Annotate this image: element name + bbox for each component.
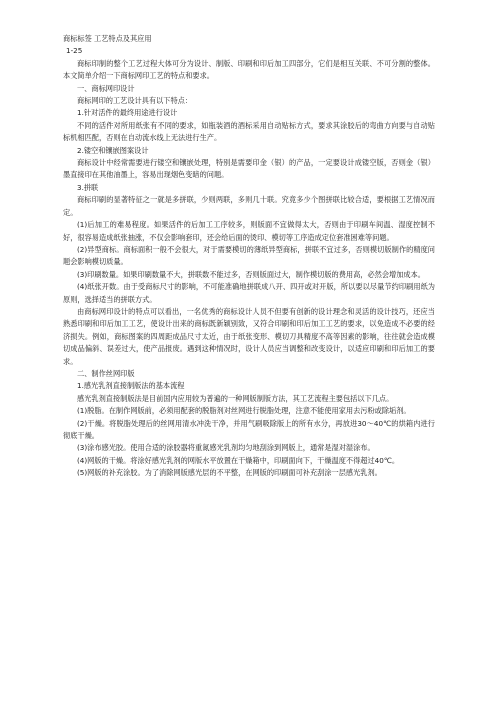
section-heading-platemaking: 二、制作丝网印版 <box>77 368 135 378</box>
paragraph: 由商标网印设计的特点可以看出，一名优秀的商标设计人员不但要有创新的设计理念和灵活的设计技巧，还应当熟悉印刷和印后加工工艺，使设计出来的商标既新颖别致，又符合印刷和印后加工工艺的要求，以免造成不必要的经济损失。例如，商标图案的四周距成品尺寸太近，由于纸张变形、模切刀具精度不高等因素的影响，往往就会造成模切成品偏斜、误差过大，使产品报废。遇到这种情况时，设计人员应当调整和改变设计，以适应印刷和印后加工的要求。 <box>63 306 435 366</box>
subheading: 1.针对活件的最终用途进行设计 <box>77 108 178 118</box>
document-body <box>63 33 435 480</box>
paragraph: 商标设计中经常需要进行镂空和镶嵌处理，特别是需要印金（银）的产品，一定要设计成镂空版，否则金（银）墨直接印在其他油墨上，容易出现烟色变暗的问题。 <box>63 158 435 180</box>
paragraph: 商标印刷的显著特征之一就是多拼联，少则两联，多则几十联。究竟多少个图拼联比较合适，要根据工艺情况而定。 <box>63 195 435 217</box>
paragraph: 商标网印的工艺设计具有以下特点： <box>77 96 193 106</box>
subheading: 1.感光乳剂直接制版法的基本流程 <box>77 381 185 391</box>
list-item: (3)印刷数量。如果印刷数量不大，拼联数不能过多，否则版面过大，制作模切版的费用高，必然会增加成本。 <box>77 269 425 279</box>
section-heading-design: 一、商标网印设计 <box>77 83 135 93</box>
subheading: 3.拼联 <box>77 182 99 192</box>
paragraph-intro: 商标印制的整个工艺过程大体可分为设计、制版、印刷和印后加工四部分，它们是相互关联、不可分割的整体。本文简单介绍一下商标网印工艺的特点和要求。 <box>63 58 435 81</box>
list-item: (1)脱脂。在制作网版前，必须用配套的脱脂剂对丝网进行脱脂处理，注意不能使用家用去污粉或除垢剂。 <box>77 406 411 416</box>
paragraph: 不同的活件对所用纸张有不同的要求，如瓶装酒的酒标采用自动贴标方式，要求其涂胶后的弯曲方向要与自动贴标机相匹配，否则在自动流水线上无法进行生产。 <box>63 120 435 143</box>
list-item: (4)网版的干燥。将涂好感光乳剂的网版水平放置在干燥箱中，印刷面向下，干燥温度不得超过40℃。 <box>77 455 400 465</box>
list-item: (2)干燥。将脱脂处理后的丝网用清水冲洗干净，并用气刷吸除版上的所有水分，再放进30～40℃的烘箱内进行彻底干燥。 <box>63 418 435 440</box>
document-code: 1-25 <box>66 46 83 56</box>
list-item: (4)纸张开数。由于受商标尺寸的影响，不可能准确地拼联成八开、四开或对开版，所以要以尽量节约印刷用纸为原则，选择适当的拼联方式。 <box>63 282 435 304</box>
subheading: 2.镂空和镶嵌图案设计 <box>77 145 149 155</box>
document-title: 商标标签 工艺特点及其应用 <box>63 34 152 43</box>
list-item: (2)异型商标。商标面积一般不会很大，对于需要模切的薄纸异型商标，拼联不宜过多，否则模切版制作的精度问题会影响模切质量。 <box>63 244 435 267</box>
list-item: (5)网版的补充涂胶。为了消除网版感光层的不平整，在网版的印刷面可补充刮涂一层感光乳剂。 <box>77 468 382 478</box>
list-item: (1)后加工的难易程度。如果活件的后加工工序较多，则版面不宜做得太大，否则由于印刷车间温、湿度控制不好，很容易造成纸张抽涨，不仅会影响套印，还会给后面的烫印、模切等工序造成定位套准困难等问题。 <box>63 220 435 242</box>
paragraph: 感光乳剂直接制版法是目前国内应用较为普遍的一种网版制版方法，其工艺流程主要包括以下几点。 <box>77 393 394 403</box>
list-item: (3)涂布感光胶。使用合适的涂胶器将重氮感光乳剂均匀地刮涂到网版上，通常是湿对湿涂布。 <box>77 443 375 453</box>
